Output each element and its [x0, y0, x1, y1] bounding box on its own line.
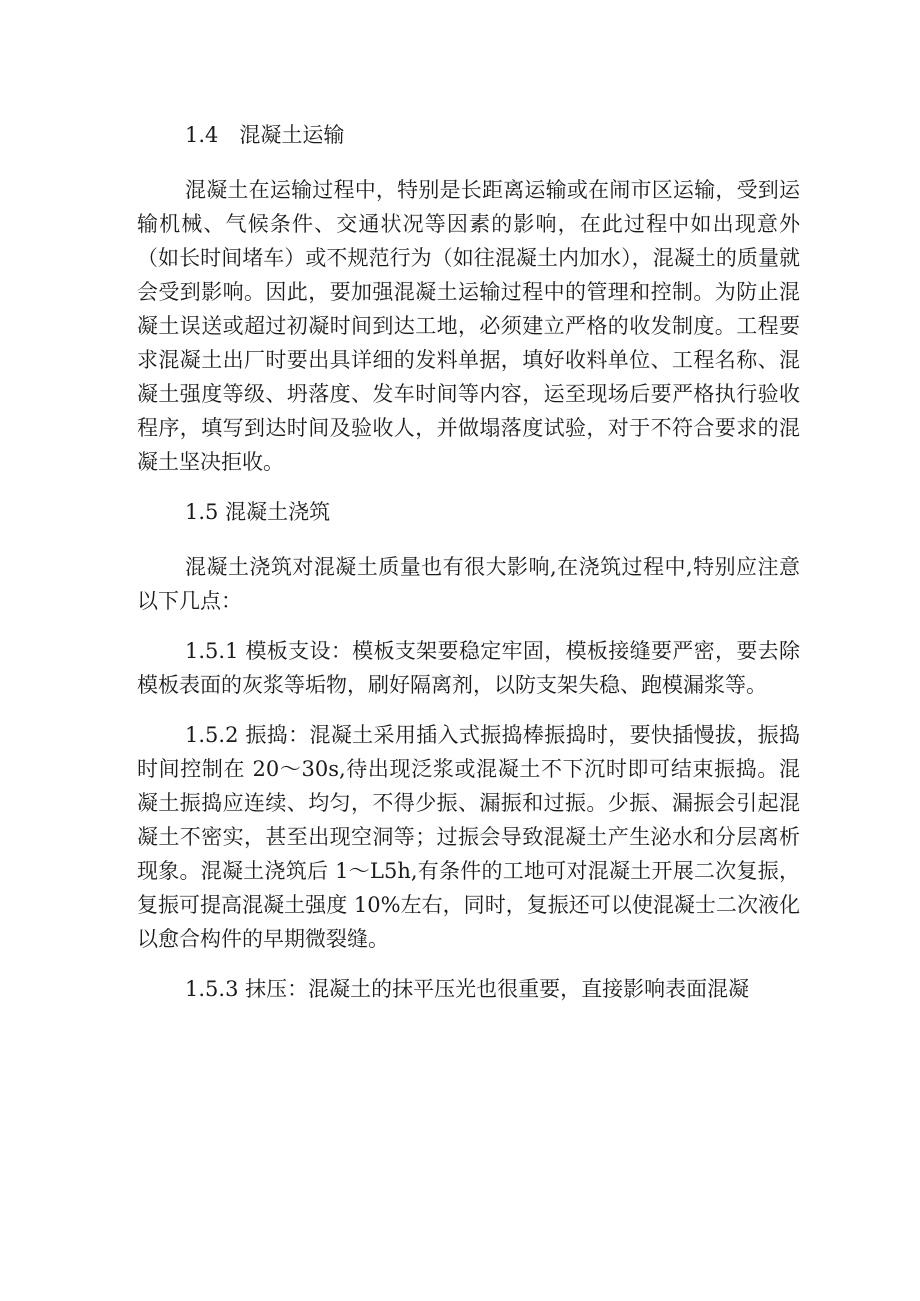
spacer [137, 152, 800, 173]
section-heading-1-5: 1.5 混凝土浇筑 [185, 500, 331, 524]
spacer [137, 479, 800, 495]
spacer [137, 702, 800, 718]
spacer [137, 956, 800, 972]
paragraph-pouring-intro: 混凝土浇筑对混凝土质量也有很大影响,在浇筑过程中,特别应注意以下几点： [137, 555, 800, 613]
spacer [137, 529, 800, 550]
paragraph-vibration: 1.5.2 振捣：混凝土采用插入式振捣棒振捣时，要快插慢拔，振捣时间控制在 20～30s,待出现泛浆或混凝土不下沉时即可结束振捣。混凝土振捣应连续、均匀，不得少振、漏振和过振。少振、漏振会引起混凝土不密实，甚至出现空洞等；过振会导致混凝土产生泌水和分层离析现象。混凝土浇筑后 1～L5h,有条件的工地可对混凝土开展二次复振，复振可提高混凝土强度 10%左右，同时，复振还可以使混凝士二次液化以愈合构件的早期微裂缝。 [137, 723, 800, 951]
paragraph-transport: 混凝土在运输过程中，特别是长距离运输或在闹市区运输，受到运输机械、气候条件、交通状况等因素的影响，在此过程中如出现意外（如长时间堵车）或不规范行为（如往混凝土内加水），混凝土的质量就会受到影响。因此，要加强混凝土运输过程中的管理和控制。为防止混凝土误送或超过初凝时间到达工地，必须建立严格的收发制度。工程要求混凝土出厂时要出具详细的发料单据，填好收料单位、工程名称、混凝土强度等级、坍落度、发车时间等内容，运至现场后要严格执行验收程序，填写到达时间及验收人，并做塌落度试验，对于不符合要求的混凝土坚决拒收。 [137, 178, 800, 474]
spacer [137, 618, 800, 634]
paragraph-formwork: 1.5.1 模板支设：模板支架要稳定牢固，模板接缝要严密，要去除模板表面的灰浆等垢物，刷好隔离剂，以防支架失稳、跑模漏浆等。 [137, 639, 800, 697]
section-heading-1-4: 1.4 混凝土运输 [185, 123, 345, 147]
paragraph-troweling: 1.5.3 抹压：混凝土的抹平压光也很重要，直接影响表面混凝 [185, 977, 750, 1001]
